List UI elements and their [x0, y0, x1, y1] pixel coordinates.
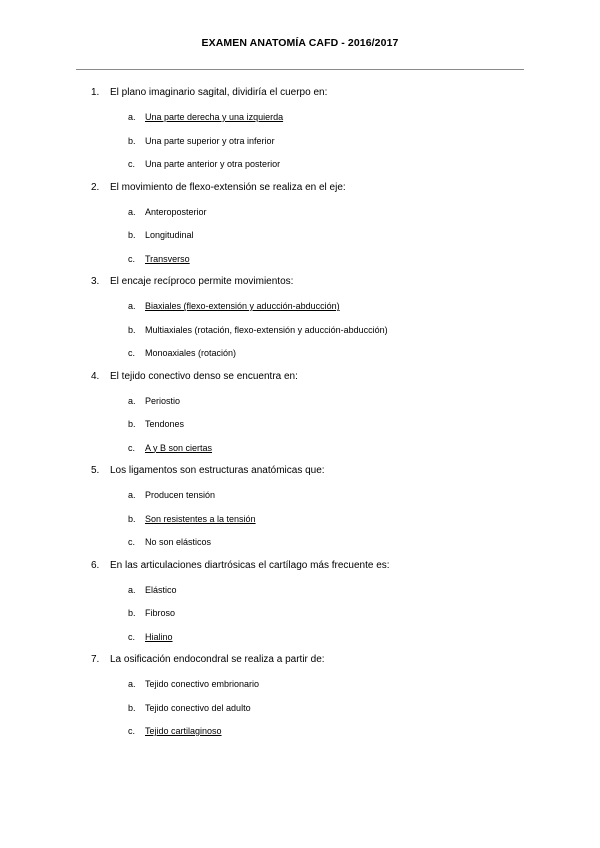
option-letter: c. — [128, 159, 136, 169]
option-text: Tejido conectivo del adulto — [145, 702, 251, 713]
question-line — [0, 275, 600, 299]
question-list — [0, 86, 600, 748]
option-text-correct: Biaxiales (flexo-extensión y aducción-abducción) — [145, 301, 340, 311]
option-letter: b. — [128, 419, 136, 429]
option-c — [0, 441, 600, 465]
option-text: Anteroposterior — [145, 206, 207, 217]
option-c — [0, 535, 600, 559]
option-text: Elástico — [145, 584, 177, 595]
question-number: 6. — [91, 559, 100, 571]
question-text: El encaje recíproco permite movimientos: — [110, 276, 294, 287]
option-letter: c. — [128, 537, 136, 547]
option-letter: a. — [128, 679, 136, 689]
option-b — [0, 323, 600, 347]
option-letter: b. — [128, 230, 136, 240]
option-list — [0, 299, 600, 370]
question-number: 1. — [91, 87, 100, 98]
question-6 — [0, 559, 600, 654]
option-b — [0, 512, 600, 536]
option-c — [0, 157, 600, 181]
option-letter: b. — [128, 324, 136, 335]
option-a — [0, 394, 600, 418]
page-title: EXAMEN ANATOMÍA CAFD - 2016/2017 — [201, 37, 399, 49]
question-number: 2. — [91, 181, 100, 193]
option-list — [0, 583, 600, 654]
option-letter: c. — [128, 253, 136, 264]
option-text-correct: Hialino — [145, 631, 173, 642]
question-3 — [0, 275, 600, 370]
option-a — [0, 205, 600, 229]
option-text-correct: Tejido cartilaginoso — [145, 726, 222, 736]
option-letter: a. — [128, 490, 136, 500]
option-text-correct: Transverso — [145, 253, 190, 264]
option-b — [0, 606, 600, 630]
option-text: Longitudinal — [145, 230, 194, 240]
question-4 — [0, 370, 600, 465]
option-text: Periostio — [145, 395, 181, 406]
option-letter: c. — [128, 348, 136, 358]
option-letter: a. — [128, 112, 136, 122]
question-line — [0, 181, 600, 205]
option-letter: b. — [128, 135, 136, 146]
option-list — [0, 488, 600, 559]
option-letter: b. — [128, 702, 136, 713]
question-text: El plano imaginario sagital, dividiría el cuerpo en: — [110, 87, 328, 98]
option-letter: b. — [128, 513, 136, 524]
option-text: Una parte superior y otra inferior — [145, 135, 275, 146]
option-letter: a. — [128, 206, 136, 217]
question-line — [0, 86, 600, 110]
option-c — [0, 346, 600, 370]
question-7 — [0, 653, 600, 748]
question-line — [0, 653, 600, 677]
header-divider — [76, 69, 524, 70]
option-c — [0, 252, 600, 276]
question-number: 5. — [91, 465, 100, 476]
option-text: Producen tensión — [145, 490, 216, 500]
option-text: Una parte anterior y otra posterior — [145, 159, 281, 169]
option-c — [0, 630, 600, 654]
option-text: No son elásticos — [145, 537, 212, 547]
question-2 — [0, 181, 600, 276]
question-5 — [0, 464, 600, 559]
option-a — [0, 299, 600, 323]
option-a — [0, 583, 600, 607]
option-c — [0, 724, 600, 748]
option-b — [0, 228, 600, 252]
option-letter: a. — [128, 395, 136, 406]
option-letter: c. — [128, 726, 136, 736]
option-text: Tejido conectivo embrionario — [145, 679, 260, 689]
question-line — [0, 559, 600, 583]
option-a — [0, 110, 600, 134]
option-b — [0, 134, 600, 158]
option-list — [0, 677, 600, 748]
option-text-correct: Una parte derecha y una izquierda — [145, 112, 284, 122]
option-a — [0, 488, 600, 512]
option-letter: a. — [128, 301, 136, 311]
question-line — [0, 464, 600, 488]
option-text: Monoaxiales (rotación) — [145, 348, 237, 358]
question-text: El tejido conectivo denso se encuentra en: — [110, 370, 298, 382]
option-text-correct: A y B son ciertas — [145, 442, 213, 453]
option-letter: a. — [128, 584, 136, 595]
option-list — [0, 394, 600, 465]
question-1 — [0, 86, 600, 181]
option-list — [0, 110, 600, 181]
option-text: Tendones — [145, 419, 185, 429]
option-text: Fibroso — [145, 608, 176, 618]
question-text: En las articulaciones diartrósicas el cartílago más frecuente es: — [110, 559, 390, 571]
option-b — [0, 701, 600, 725]
question-text: Los ligamentos son estructuras anatómicas que: — [110, 465, 325, 476]
question-line — [0, 370, 600, 394]
option-letter: c. — [128, 631, 136, 642]
option-a — [0, 677, 600, 701]
option-text: Multiaxiales (rotación, flexo-extensión y aducción-abducción) — [145, 324, 388, 335]
question-number: 7. — [91, 654, 100, 665]
option-list — [0, 205, 600, 276]
question-text: La osificación endocondral se realiza a partir de: — [110, 654, 325, 665]
option-letter: b. — [128, 608, 136, 618]
question-number: 3. — [91, 276, 100, 287]
question-text: El movimiento de flexo-extensión se realiza en el eje: — [110, 181, 346, 193]
question-number: 4. — [91, 370, 100, 382]
option-b — [0, 417, 600, 441]
option-letter: c. — [128, 442, 136, 453]
option-text-correct: Son resistentes a la tensión — [145, 513, 256, 524]
